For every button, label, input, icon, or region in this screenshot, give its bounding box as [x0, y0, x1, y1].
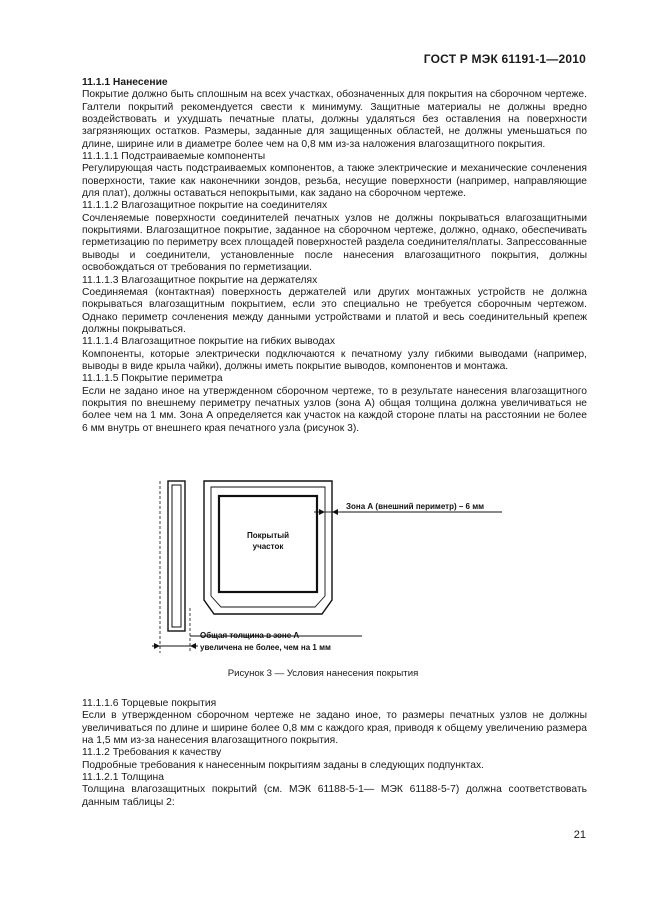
subsection-heading: 11.1.1.1 Подстраиваемые компоненты	[82, 151, 266, 163]
paragraph: Подробные требования к нанесенным покрытиям заданы в следующих подпунктах.	[82, 759, 484, 771]
subsection-heading: 11.1.1.5 Покрытие периметра	[82, 373, 223, 385]
paragraph: Покрытие должно быть сплошным на всех участках, обозначенных для покрытия на сборочном чертеже. Галтели покрытий рекомендуется свести к минимуму. Защитные материалы не должны вредно воздействовать и ухудшать печатные платы, должны удаляться без оставления на поверхности загрязняющих остатков. Размеры, заданные для защищенных областей, не должны уменьшаться по длине, ширине или в диаметре более чем на 0,8 мм из-за наложения влагозащитного покрытия.	[82, 89, 587, 150]
thickness-label-2: увеличена не более, чем на 1 мм	[200, 643, 331, 652]
subsection-heading: 11.1.1.2 Влагозащитное покрытие на соединителях	[82, 200, 328, 212]
coated-area-label-2: участок	[252, 542, 284, 551]
figure-caption: Рисунок 3 — Условия нанесения покрытия	[227, 668, 419, 679]
body-text-bottom	[82, 698, 587, 809]
zone-a-label: Зона А (внешний периметр) – 6 мм	[346, 502, 485, 511]
arrow-icon	[154, 643, 160, 649]
subsection-heading: 11.1.2.1 Толщина	[82, 772, 164, 784]
subsection-heading: 11.1.1.3 Влагозащитное покрытие на держателях	[82, 274, 318, 286]
paragraph: Толщина влагозащитных покрытий (см. МЭК 61188-5-1— МЭК 61188-5-7) должна соответствовать данным таблицы 2:	[82, 784, 587, 808]
page-number: 21	[573, 829, 586, 841]
subsection-heading: 11.1.1.6 Торцевые покрытия	[82, 698, 217, 709]
coating-diagram-svg	[150, 478, 520, 668]
paragraph: Если не задано иное на утвержденном сборочном чертеже, то в результате нанесения влагозащитного покрытия по внешнему периметру печатных узлов (зона А) общая толщина должна увеличиваться не более чем на 1 мм. Зона А определяется как участок на каждой стороне платы на расстоянии не более 6 мм внутрь от внешнего края печатного узла (рисунок 3).	[82, 385, 587, 434]
body-text-top	[82, 77, 587, 435]
thickness-label-1: Общая толщина в зоне А	[200, 631, 300, 640]
subsection-heading: 11.1.1.4 Влагозащитное покрытие на гибких выводах	[82, 336, 335, 348]
coated-area-label-1: Покрытый	[246, 531, 290, 540]
arrow-icon	[332, 509, 338, 515]
paragraph: Компоненты, которые электрически подключаются к печатному узлу гибкими выводами (например, выводы в виде крыла чайки), должны иметь покрытие выводов, компонентов и монтажа.	[82, 348, 587, 372]
section-heading: 11.1.1 Нанесение	[82, 77, 168, 88]
arrow-icon	[190, 643, 196, 649]
paragraph: Если в утвержденном сборочном чертеже не задано иное, то размеры печатных узлов не должны увеличиваться по длине и ширине более 0,8 мм с каждого края, приводя к общему увеличению размера на 1,5 мм из-за нанесения влагозащитного покрытия.	[82, 710, 587, 747]
figure-coating-diagram	[150, 478, 520, 668]
paragraph: Регулирующая часть подстраиваемых компонентов, а также электрические и механические сочленения поверхности, такие как наконечники зондов, резьба, несущие поверхности (например, направляющие для плат), должны оставаться непокрытыми, как задано на сборочном чертеже.	[82, 163, 587, 200]
paragraph: Соединяемая (контактная) поверхность держателей или других монтажных устройств не должна покрываться влагозащитным покрытием, если это специально не требуется сборочным чертежом. Однако периметр сочленения между данными устройствами и платой и весь соединительный крепеж должны покрываться.	[82, 286, 587, 335]
paragraph: Сочленяемые поверхности соединителей печатных узлов не должны покрываться влагозащитными покрытиями. Влагозащитное покрытие, заданное на сборочном чертеже, должно, однако, обеспечивать герметизацию по периметру всех площадей поверхностей раздела соединителя/платы. Запрессованные выводы и соединители, установленные после нанесения влагозащитного покрытия, должны освобождаться от требования по герметизации.	[82, 212, 587, 274]
subsection-heading: 11.1.2 Требования к качеству	[82, 747, 222, 759]
board-profile-inner	[172, 485, 181, 627]
document-header: ГОСТ Р МЭК 61191-1—2010	[423, 52, 586, 66]
